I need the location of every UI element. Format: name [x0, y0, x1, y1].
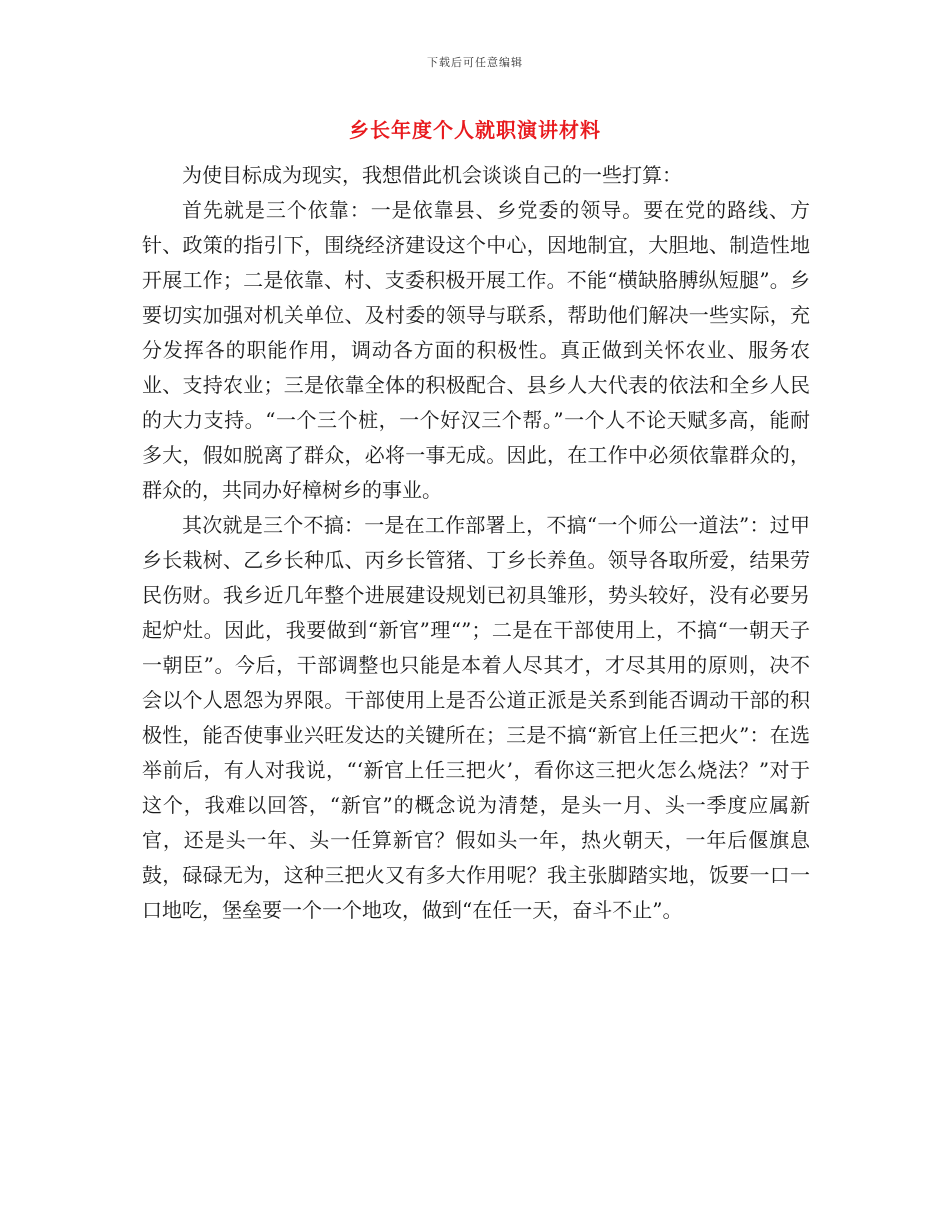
- document-title: 乡长年度个人就职演讲材料: [349, 118, 601, 142]
- paragraph-intro: 为使目标成为现实，我想借此机会谈谈自己的一些打算：: [182, 163, 682, 187]
- paragraph-three-donts: 其次就是三个不搞：一是在工作部署上，不搞“一个师公一道法”：过甲乡长栽树、乙乡长种瓜、丙乡长管猪、丁乡长养鱼。领导各取所爱，结果劳民伤财。我乡近几年整个进展建设规划已初具雏形，势头较好，没有必要另起炉灶。因此，我要做到“新官”理“”；二是在干部使用上，不搞“一朝天子一朝臣”。今后，干部调整也只能是本着人尽其才，才尽其用的原则，决不会以个人恩怨为界限。干部使用上是否公道正派是关系到能否调动干部的积极性，能否使事业兴旺发达的关键所在；三是不搞“新官上任三把火”：在选举前后，有人对我说，“‘新官上任三把火’，看你这三把火怎么烧法？”对于这个，我难以回答，“新官”的概念说为清楚，是头一月、头一季度应属新官，还是头一年、头一任算新官？假如头一年，热火朝天，一年后偃旗息鼓，碌碌无为，这种三把火又有多大作用呢？我主张脚踏实地，饭要一口一口地吃，堡垒要一个一个地攻，做到“在任一天，奋斗不止”。: [142, 513, 810, 922]
- header-note: 下载后可任意编辑: [427, 56, 523, 69]
- document-body: [142, 158, 810, 928]
- paragraph-three-reliances: 首先就是三个依靠：一是依靠县、乡党委的领导。要在党的路线、方针、政策的指引下，围绕经济建设这个中心，因地制宜，大胆地、制造性地开展工作；二是依靠、村、支委积极开展工作。不能“横缺胳膊纵短腿”。乡要切实加强对机关单位、及村委的领导与联系，帮助他们解决一些实际，充分发挥各的职能作用，调动各方面的积极性。真正做到关怀农业、服务农业、支持农业；三是依靠全体的积极配合、县乡人大代表的依法和全乡人民的大力支持。“一个三个桩，一个好汉三个帮。”一个人不论天赋多高，能耐多大，假如脱离了群众，必将一事无成。因此，在工作中必须依靠群众的，群众的，共同办好樟树乡的事业。: [142, 198, 810, 502]
